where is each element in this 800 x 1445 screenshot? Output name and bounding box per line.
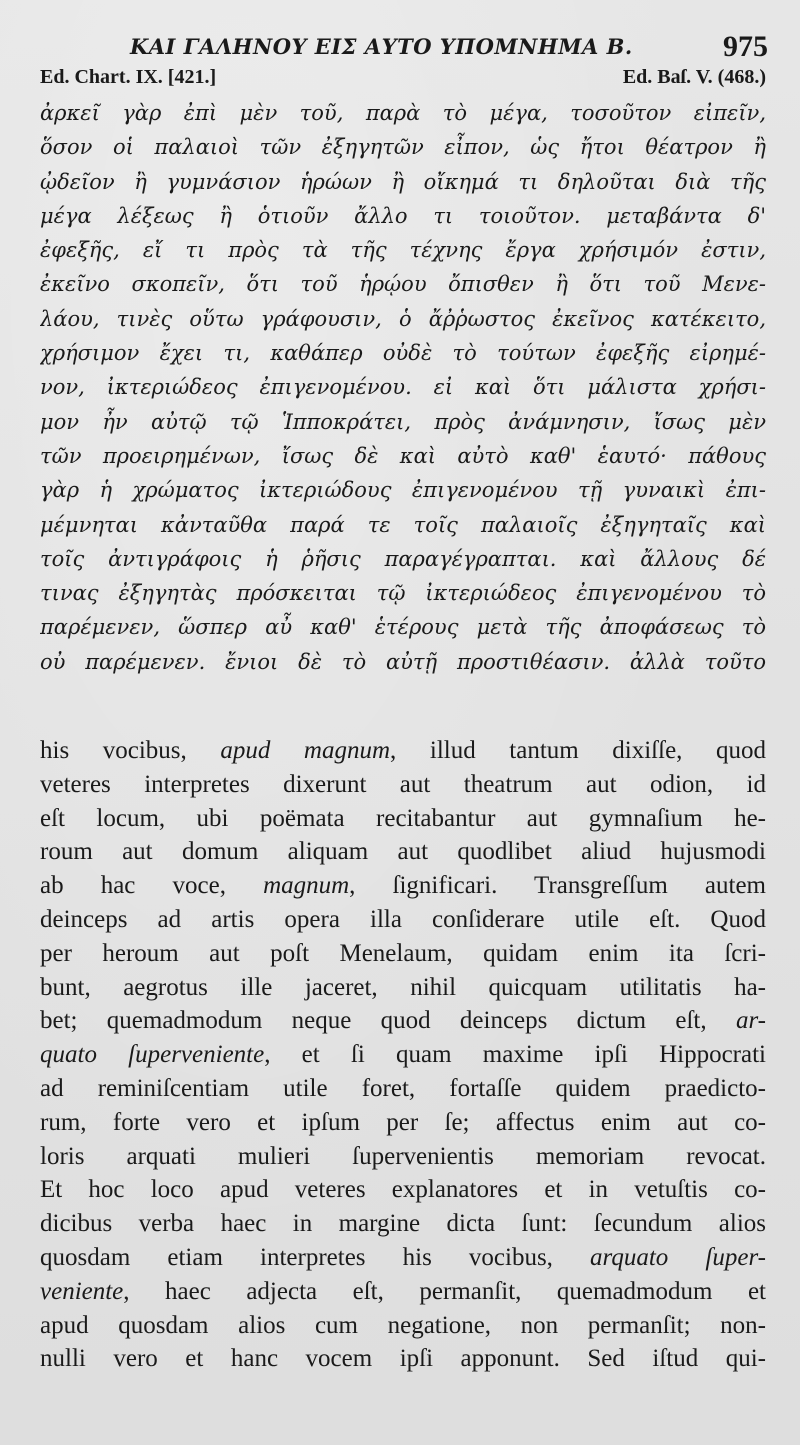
latin-text-segment: nulli vero et hanc vocem ipſi apponunt. Sed iſtud qui- xyxy=(40,1345,766,1373)
greek-text-block xyxy=(40,96,766,679)
latin-text-line xyxy=(40,869,766,903)
latin-text-line xyxy=(40,1342,766,1376)
greek-text-line: ὅσον οἱ παλαιοὶ τῶν ἐξηγητῶν εἶπον, ὡς ἤτοι θέατρον ἢ xyxy=(40,135,766,160)
greek-text-line: οὐ παρέμενεν. ἔνιοι δὲ τὸ αὐτῇ προστιθέασιν. ἀλλὰ τοῦτο xyxy=(40,649,766,674)
latin-text-segment: , ſignificari. Transgreſſum autem xyxy=(349,872,766,900)
latin-text-line xyxy=(40,1241,766,1275)
latin-text-line xyxy=(40,1106,766,1140)
greek-text-line: ἐκεῖνο σκοπεῖν, ὅτι τοῦ ἡρῴου ὄπισθεν ἢ ὅτι τοῦ Μενε- xyxy=(40,272,766,297)
latin-text-line xyxy=(40,835,766,869)
latin-text-segment: eſt locum, ubi poëmata recitabantur aut gymnaſium he- xyxy=(40,804,766,832)
latin-text-segment: rum, forte vero et ipſum per ſe; affectus enim aut co- xyxy=(40,1108,766,1136)
greek-text-line: λάου, τινὲς οὕτω γράφουσιν, ὁ ἄῤῥωστος ἐκεῖνος κατέκειτο, xyxy=(40,306,766,331)
latin-text-segment: loris arquati mulieri ſupervenientis memoriam revocat. xyxy=(40,1142,766,1170)
greek-text-line: ᾠδεῖον ἢ γυμνάσιον ἡρώων ἢ οἴκημά τι δηλοῦται διὰ τῆς xyxy=(40,169,766,194)
running-title: ΚΑΙ ΓΑΛΗΝΟΥ ΕΙΣ ΑΥΤΟ ΥΠΟΜΝΗΜΑ Β. xyxy=(130,34,633,59)
latin-text-line xyxy=(40,903,766,937)
latin-text-line xyxy=(40,1309,766,1343)
latin-text-segment: quosdam etiam interpretes his vocibus, xyxy=(40,1243,591,1271)
greek-text-line: ἐφεξῆς, εἴ τι πρὸς τὰ τῆς τέχνης ἔργα χρήσιμόν ἐστιν, xyxy=(40,238,766,263)
latin-italic-phrase: ar- xyxy=(735,1007,766,1035)
latin-text-segment: ad reminiſcentiam utile foret, fortaſſe quidem praedicto- xyxy=(40,1074,766,1102)
latin-text-segment: , illud tantum dixiſſe, quod xyxy=(390,737,766,764)
latin-text-segment: apud quosdam alios cum negatione, non permanſit; non- xyxy=(40,1311,766,1339)
latin-text-line xyxy=(40,1275,766,1309)
latin-text-segment: roum aut domum aliquam aut quodlibet aliud hujusmodi xyxy=(40,838,766,866)
greek-text-line: τινας ἐξηγητὰς πρόσκειται τῷ ἰκτεριώδεος ἐπιγενομένου τὸ xyxy=(40,581,766,606)
greek-text-line: τῶν προειρημένων, ἴσως δὲ καὶ αὐτὸ καθ' ἑαυτό· πάθους xyxy=(40,443,766,468)
greek-text-line: μον ἦν αὐτῷ τῷ Ἱπποκράτει, πρὸς ἀνάμνησιν, ἴσως μὲν xyxy=(40,409,766,434)
latin-italic-phrase: apud magnum xyxy=(220,737,391,764)
latin-text-segment: , haec adjecta eſt, permanſit, quemadmodum et xyxy=(123,1277,766,1305)
latin-italic-phrase: veniente xyxy=(40,1277,124,1305)
latin-text-line xyxy=(40,1173,766,1207)
latin-text-segment: deinceps ad artis opera illa conſiderare utile eſt. Quod xyxy=(40,905,766,933)
latin-text-line xyxy=(40,1004,766,1038)
latin-text-segment: per heroum aut poſt Menelaum, quidam enim ita ſcri- xyxy=(40,939,766,967)
edition-chart-reference: Ed. Chart. IX. [421.] xyxy=(40,66,217,88)
latin-text-segment: ab hac voce, xyxy=(40,872,264,900)
latin-text-line xyxy=(40,802,766,836)
edition-basel-reference: Ed. Baſ. V. (468.) xyxy=(622,66,766,88)
greek-text-line: μέμνηται κἀνταῦθα παρά τε τοῖς παλαιοῖς ἐξηγηταῖς καὶ xyxy=(40,512,766,537)
latin-text-line xyxy=(40,1140,766,1174)
greek-text-line: ἀρκεῖ γὰρ ἐπὶ μὲν τοῦ, παρὰ τὸ μέγα, τοσοῦτον εἰπεῖν, xyxy=(40,101,766,125)
latin-text-line xyxy=(40,1207,766,1241)
latin-text-segment: dicibus verba haec in margine dicta ſunt: ſecundum alios xyxy=(40,1210,766,1238)
latin-translation-block xyxy=(40,734,766,1376)
running-head xyxy=(40,28,768,68)
latin-text-segment: his vocibus, xyxy=(40,737,221,764)
latin-text-segment: veteres interpretes dixerunt aut theatrum aut odion, id xyxy=(40,770,766,798)
latin-text-segment: Et hoc loco apud veteres explanatores et in vetuſtis co- xyxy=(40,1176,766,1204)
latin-text-segment: bet; quemadmodum neque quod deinceps dictum eſt, xyxy=(40,1007,736,1035)
latin-text-line xyxy=(40,1038,766,1072)
latin-italic-phrase: magnum xyxy=(263,872,350,900)
greek-text-line: παρέμενεν, ὥσπερ αὖ καθ' ἑτέρους μετὰ τῆς ἀποφάσεως τὸ xyxy=(40,615,766,640)
latin-text-line xyxy=(40,1072,766,1106)
latin-text-segment: , et ſi quam maxime ipſi Hippocrati xyxy=(264,1041,766,1069)
latin-italic-phrase: arquato ſuper- xyxy=(590,1243,766,1271)
greek-text-line: μέγα λέξεως ἢ ὁτιοῦν ἄλλο τι τοιοῦτον. μεταβάντα δ' xyxy=(40,203,766,228)
edition-reference-line xyxy=(40,66,766,94)
latin-text-line xyxy=(40,937,766,971)
greek-text-line: νον, ἰκτεριώδεος ἐπιγενομένου. εἰ καὶ ὅτι μάλιστα χρήσι- xyxy=(40,375,766,400)
page-number: 975 xyxy=(723,30,768,63)
latin-italic-phrase: quato ſuperveniente xyxy=(40,1041,265,1069)
latin-text-line xyxy=(40,734,766,768)
latin-text-segment: bunt, aegrotus ille jaceret, nihil quicquam utilitatis ha- xyxy=(40,973,766,1001)
latin-text-line xyxy=(40,971,766,1005)
greek-text-line: τοῖς ἀντιγράφοις ἡ ῥῆσις παραγέγραπται. καὶ ἄλλους δέ xyxy=(40,546,766,571)
latin-text-line xyxy=(40,768,766,802)
greek-text-line: γὰρ ἡ χρώματος ἰκτεριώδους ἐπιγενομένου τῇ γυναικὶ ἐπι- xyxy=(40,478,766,503)
greek-text-line: χρήσιμον ἔχει τι, καθάπερ οὐδὲ τὸ τούτων ἐφεξῆς εἰρημέ- xyxy=(40,341,766,366)
